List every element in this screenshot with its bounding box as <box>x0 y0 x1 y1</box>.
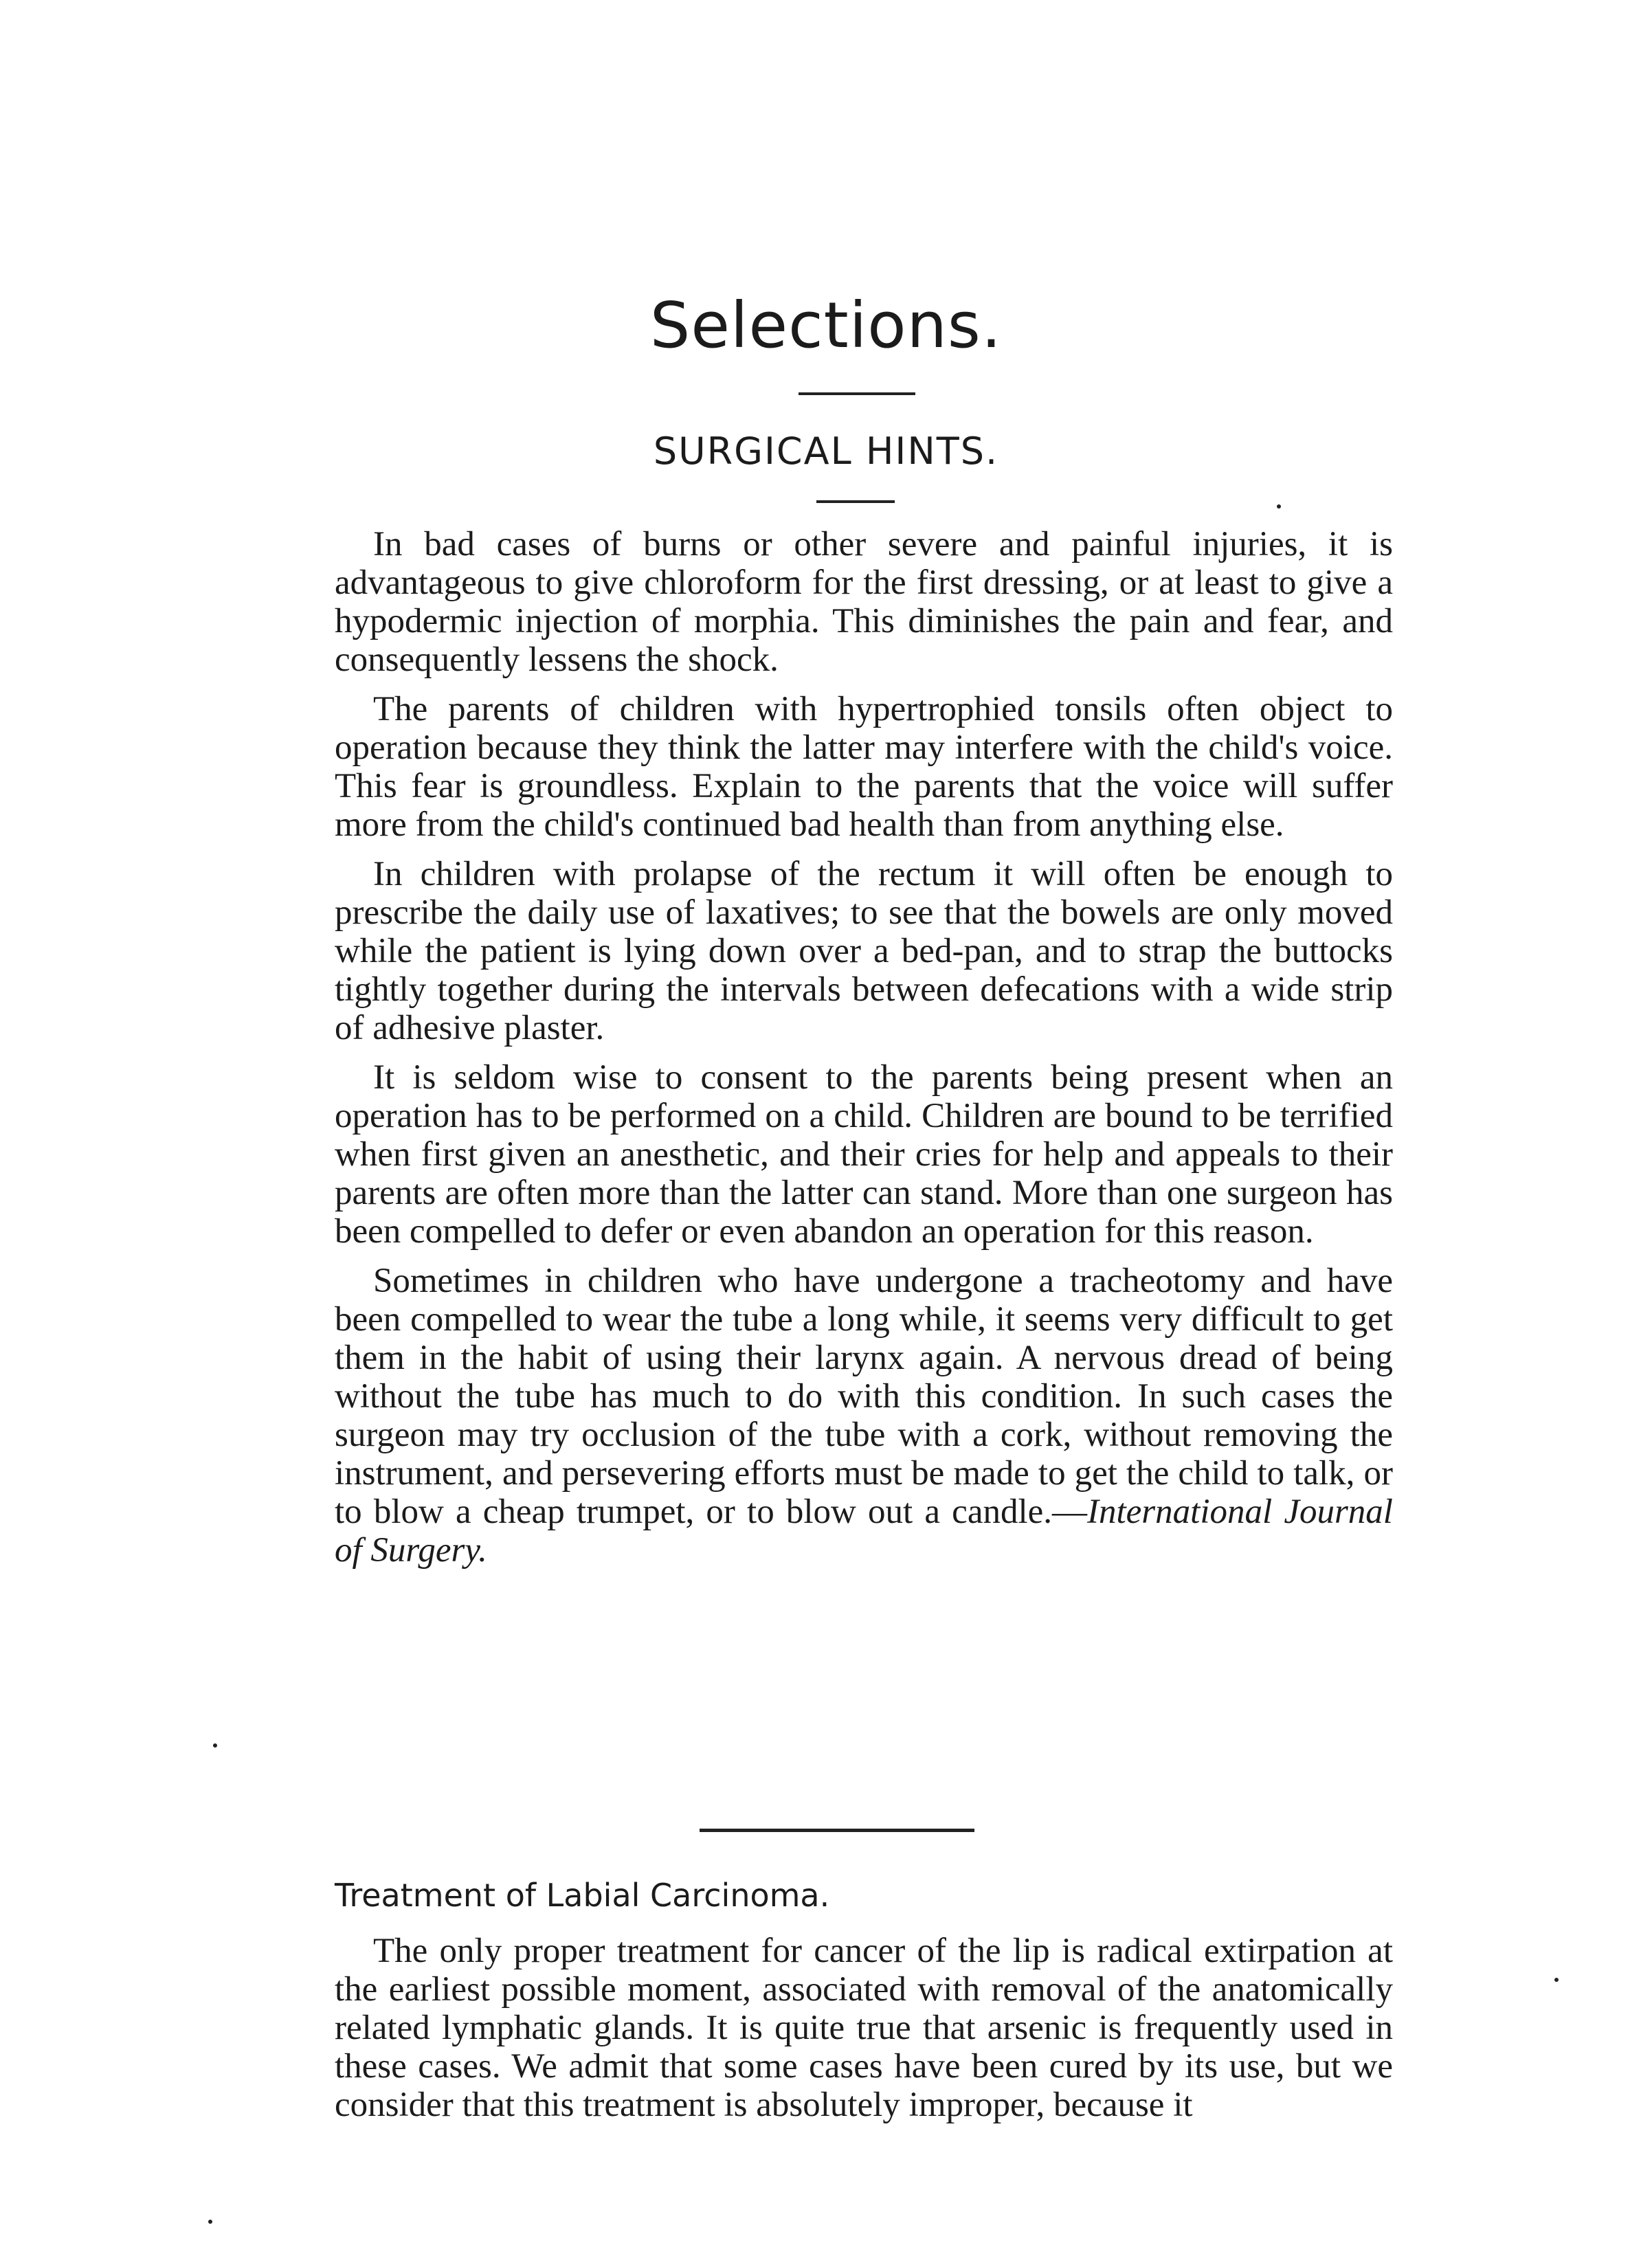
second-article-paragraph: The only proper treatment for cancer of the lip is radical extirpation at the earliest possible moment, associated with removal of the anatomically related lymphatic glands. It is quite true that arsenic is frequently used in these cases. We admit that some cases have been cured by its use, but we consider that this treatment is absolutely improper, because it <box>335 1932 1393 2124</box>
print-speck <box>213 1743 217 1748</box>
article-paragraph: In children with prolapse of the rectum it will often be enough to prescribe the daily use of laxatives; to see that the bowels are only moved while the patient is lying down over a bed-pan, and to strap the buttocks tightly together during the intervals between defecations with a wide strip of adhesive plaster. <box>335 855 1393 1047</box>
section-title: Selections. <box>649 289 1003 362</box>
article-title-divider <box>816 500 895 503</box>
second-article-title: Treatment of Labial Carcinoma. <box>335 1877 830 1914</box>
article-paragraph-text: Sometimes in children who have undergone a tracheotomy and have been compelled to wear the tube a long while, it seems very difficult to get them in the habit of using their larynx again. A nervous dread of being without the tube has much to do with this condition. In such cases the surgeon may try occlusion of the tube with a cork, without removing the instrument, and persevering efforts must be made to get the child to talk, or to blow a cheap trumpet, or to blow out a candle.— <box>335 1262 1393 1531</box>
article-paragraph-last <box>335 1262 1393 1570</box>
title-divider <box>799 392 915 395</box>
print-speck <box>1554 1978 1559 1982</box>
article-source: International Journal of Surgery. <box>335 1493 1393 1570</box>
article-paragraph: It is seldom wise to consent to the parents being present when an operation has to be performed on a child. Children are bound to be terrified when first given an anesthetic, and their cries for help and appeals to their parents are often more than the latter can stand. More than one surgeon has been compelled to defer or even abandon an operation for this reason. <box>335 1058 1393 1251</box>
article-body <box>335 525 1393 1570</box>
print-speck <box>208 2220 212 2224</box>
second-article-body <box>335 1932 1393 2124</box>
article-title: SURGICAL HINTS. <box>653 429 999 473</box>
print-speck <box>1277 504 1281 509</box>
article-paragraph: In bad cases of burns or other severe and painful injuries, it is advantageous to give chloroform for the first dressing, or at least to give a hypodermic injection of morphia. This diminishes the pain and fear, and consequently lessens the shock. <box>335 525 1393 679</box>
article-separator <box>700 1829 974 1832</box>
article-paragraph: The parents of children with hypertrophied tonsils often object to operation because they think the latter may interfere with the child's voice. This fear is groundless. Explain to the parents that the voice will suffer more from the child's continued bad health than from anything else. <box>335 690 1393 844</box>
